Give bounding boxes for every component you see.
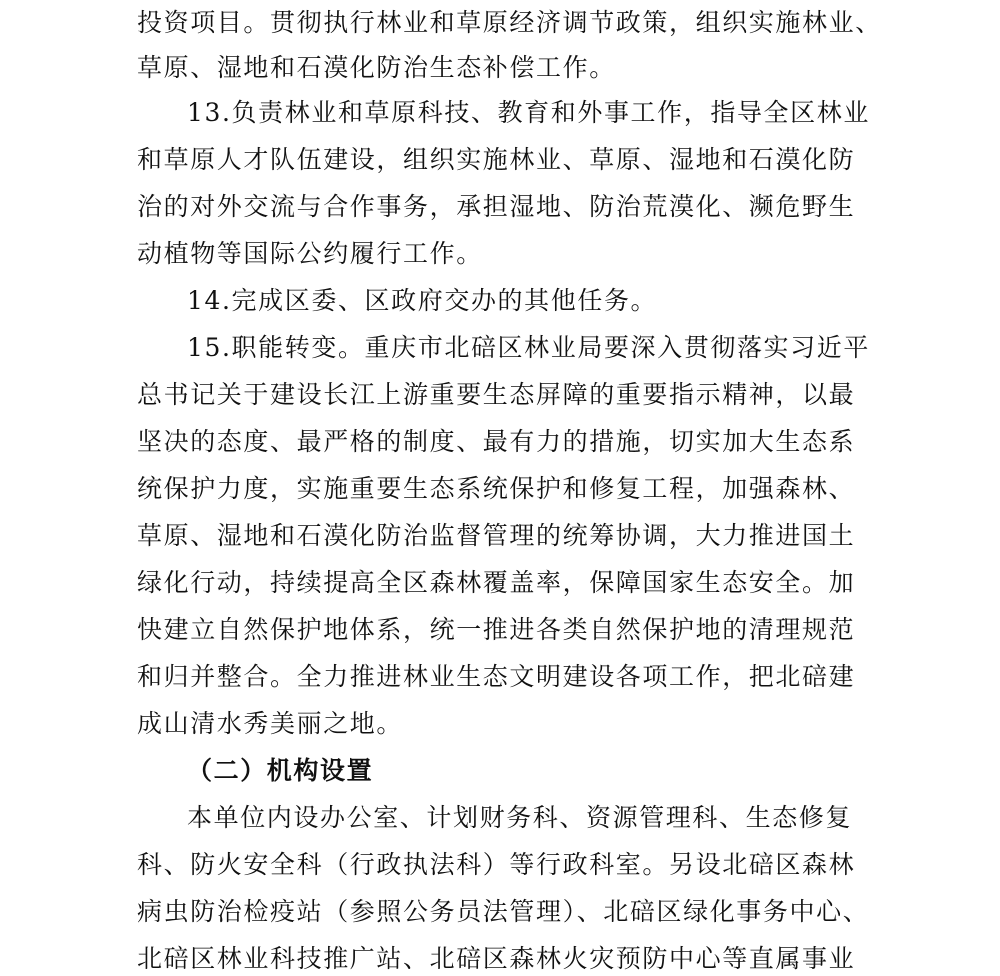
text-line: 绿化行动，持续提高全区森林覆盖率，保障国家生态安全。加 bbox=[137, 568, 856, 597]
text-line: 北碚区林业科技推广站、北碚区森林火灾预防中心等直属事业 bbox=[137, 944, 856, 973]
text-line: 治的对外交流与合作事务，承担湿地、防治荒漠化、濒危野生 bbox=[137, 192, 856, 221]
text-line: 病虫防治检疫站（参照公务员法管理）、北碚区绿化事务中心、 bbox=[137, 897, 870, 926]
text-line: 草原、湿地和石漠化防治监督管理的统筹协调，大力推进国土 bbox=[137, 521, 856, 550]
text-line: 科、防火安全科（行政执法科）等行政科室。另设北碚区森林 bbox=[137, 850, 856, 879]
text-line: 投资项目。贯彻执行林业和草原经济调节政策，组织实施林业、 bbox=[137, 8, 882, 37]
section-heading: （二）机构设置 bbox=[187, 756, 374, 785]
item-13-line: 13.负责林业和草原科技、教育和外事工作，指导全区林业 bbox=[187, 98, 870, 127]
text-line: 和草原人才队伍建设，组织实施林业、草原、湿地和石漠化防 bbox=[137, 145, 856, 174]
item-15-line: 15.职能转变。重庆市北碚区林业局要深入贯彻落实习近平 bbox=[187, 333, 870, 362]
text-line: 成山清水秀美丽之地。 bbox=[137, 709, 404, 738]
text-line: 总书记关于建设长江上游重要生态屏障的重要指示精神，以最 bbox=[137, 380, 856, 409]
text-line: 统保护力度，实施重要生态系统保护和修复工程，加强森林、 bbox=[137, 474, 856, 503]
text-line: 快建立自然保护地体系，统一推进各类自然保护地的清理规范 bbox=[137, 615, 856, 644]
text-line: 动植物等国际公约履行工作。 bbox=[137, 239, 483, 268]
item-14-line: 14.完成区委、区政府交办的其他任务。 bbox=[187, 286, 658, 315]
text-line: 坚决的态度、最严格的制度、最有力的措施，切实加大生态系 bbox=[137, 427, 856, 456]
text-line: 和归并整合。全力推进林业生态文明建设各项工作，把北碚建 bbox=[137, 662, 856, 691]
text-line: 本单位内设办公室、计划财务科、资源管理科、生态修复 bbox=[187, 803, 853, 832]
text-line: 草原、湿地和石漠化防治生态补偿工作。 bbox=[137, 53, 616, 82]
